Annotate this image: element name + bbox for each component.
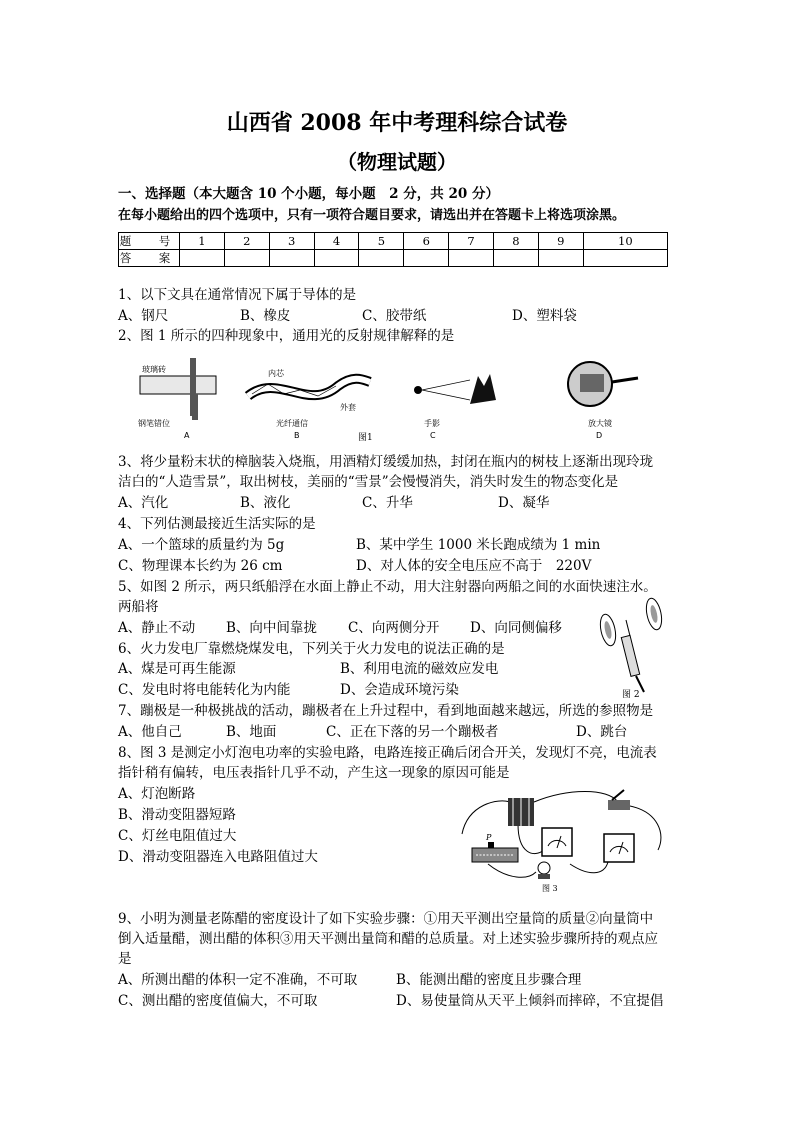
table-cell: 1 bbox=[180, 233, 225, 250]
figure-1a-glass-pen bbox=[138, 358, 216, 440]
section-instruction: 在每小题给出的四个选项中，只有一项符合题目要求，请选出并在答题卡上将选项涂黑。 bbox=[118, 208, 626, 223]
q1-option-d: D、塑料袋 bbox=[512, 308, 577, 324]
q8-line2: 指针稍有偏转，电压表指针几乎不动，产生这一现象的原因可能是 bbox=[118, 765, 510, 781]
q9-option-d: D、易使量筒从天平上倾斜而摔碎，不宜提倡 bbox=[396, 993, 664, 1009]
fig1d-bottom-label: 放大镜 bbox=[588, 419, 612, 428]
battery-icon bbox=[508, 798, 534, 826]
q9-option-a: A、所测出醋的体积一定不准确，不可取 bbox=[118, 972, 358, 988]
q9-line1: 9、小明为测量老陈醋的密度设计了如下实验步骤：①用天平测出空量筒的质量②向量筒中 bbox=[118, 911, 654, 927]
fig2-caption: 图 2 bbox=[622, 690, 640, 700]
fig1b-bottom-label: 光纤通信 bbox=[276, 419, 308, 428]
q7-option-a: A、他自己 bbox=[118, 724, 182, 740]
table-cell: 3 bbox=[269, 233, 314, 250]
page-subtitle: （物理试题） bbox=[337, 150, 457, 174]
table-cell: 8 bbox=[494, 233, 539, 250]
q8-option-b: B、滑动变阻器短路 bbox=[118, 807, 236, 823]
table-row bbox=[119, 250, 668, 267]
fig3-caption: 图 3 bbox=[542, 884, 558, 893]
q4-option-a: A、一个篮球的质量约为 5g bbox=[118, 537, 285, 553]
answer-cell[interactable] bbox=[314, 250, 359, 267]
ammeter-icon bbox=[542, 828, 572, 856]
fig1a-top-label: 玻璃砖 bbox=[142, 365, 166, 374]
q3-line2: 洁白的“人造雪景”，取出树枝，美丽的“雪景”会慢慢消失，消失时发生的物态变化是 bbox=[118, 474, 619, 490]
answer-cell[interactable] bbox=[494, 250, 539, 267]
q8-line1: 8、图 3 是测定小灯泡电功率的实验电路，电路连接正确后闭合开关，发现灯不亮，电流表 bbox=[118, 745, 657, 761]
table-row bbox=[119, 233, 668, 250]
fig1b-top-label: 内芯 bbox=[268, 369, 284, 378]
table-cell: 7 bbox=[449, 233, 494, 250]
switch-icon bbox=[608, 790, 630, 810]
fig1c-letter: C bbox=[430, 431, 436, 440]
q5-option-c: C、向两侧分开 bbox=[348, 620, 440, 636]
q2-stem: 2、图 1 所示的四种现象中，通用光的反射规律解释的是 bbox=[118, 328, 455, 344]
fig1-caption: 图1 bbox=[358, 433, 373, 443]
answer-cell[interactable] bbox=[449, 250, 494, 267]
q5-option-a: A、静止不动 bbox=[118, 620, 196, 636]
q6-stem: 6、火力发电厂靠燃烧煤发电，下列关于火力发电的说法正确的是 bbox=[118, 641, 505, 657]
fig1d-letter: D bbox=[596, 431, 603, 440]
q1-option-c: C、胶带纸 bbox=[362, 308, 427, 324]
voltmeter-icon bbox=[604, 834, 634, 862]
q5-option-b: B、向中间靠拢 bbox=[226, 620, 317, 636]
q7-option-c: C、正在下落的另一个蹦极者 bbox=[326, 724, 499, 740]
q1-option-a: A、钢尺 bbox=[118, 308, 169, 324]
rheostat-icon bbox=[472, 833, 518, 862]
q3-option-a: A、汽化 bbox=[118, 495, 169, 511]
q6-option-a: A、煤是可再生能源 bbox=[118, 661, 236, 677]
q3-option-c: C、升华 bbox=[362, 495, 413, 511]
q3-option-b: B、液化 bbox=[240, 495, 291, 511]
q4-option-c: C、物理课本长约为 26 cm bbox=[118, 558, 283, 574]
answer-cell[interactable] bbox=[180, 250, 225, 267]
q9-line2: 倒入适量醋，测出醋的体积③用天平测出量筒和醋的总质量。对上述实验步骤所持的观点应 bbox=[118, 931, 658, 947]
answer-cell[interactable] bbox=[583, 250, 667, 267]
answer-cell[interactable] bbox=[224, 250, 269, 267]
table-cell: 2 bbox=[224, 233, 269, 250]
q7-option-b: B、地面 bbox=[226, 724, 277, 740]
syringe-icon bbox=[621, 620, 644, 692]
table-cell: 4 bbox=[314, 233, 359, 250]
q7-stem: 7、蹦极是一种极挑战的活动，蹦极者在上升过程中，看到地面越来越远，所选的参照物是 bbox=[118, 703, 654, 719]
fig1a-bottom-label: 钢笔错位 bbox=[138, 419, 170, 428]
q1-option-b: B、橡皮 bbox=[240, 308, 291, 324]
q9-line3: 是 bbox=[118, 951, 132, 967]
q7-option-d: D、跳台 bbox=[576, 724, 628, 740]
q8-option-d: D、滑动变阻器连入电路阻值过大 bbox=[118, 849, 318, 865]
q9-option-b: B、能测出醋的密度且步骤合理 bbox=[396, 972, 582, 988]
q8-option-c: C、灯丝电阻值过大 bbox=[118, 828, 237, 844]
q5-line1: 5、如图 2 所示，两只纸船浮在水面上静止不动，用大注射器向两船之间的水面快速注水。 bbox=[118, 579, 657, 595]
q4-option-d: D、对人体的安全电压应不高于 220V bbox=[356, 558, 592, 574]
answer-cell[interactable] bbox=[404, 250, 449, 267]
figure-3 bbox=[458, 784, 670, 894]
answer-cell[interactable] bbox=[359, 250, 404, 267]
paper-boat-icon bbox=[644, 597, 664, 631]
q6-option-d: D、会造成环境污染 bbox=[340, 682, 459, 698]
q8-option-a: A、灯泡断路 bbox=[118, 786, 196, 802]
q6-option-b: B、利用电流的磁效应发电 bbox=[340, 661, 499, 677]
table-cell: 9 bbox=[538, 233, 583, 250]
fig1b-side-label: 外套 bbox=[340, 403, 356, 412]
q4-option-b: B、某中学生 1000 米长跑成绩为 1 min bbox=[356, 537, 601, 553]
q3-line1: 3、将少量粉末状的樟脑装入烧瓶，用酒精灯缓缓加热，封闭在瓶内的树枝上逐渐出现玲珑 bbox=[118, 454, 654, 470]
figure-1b-optical-fiber bbox=[248, 368, 370, 440]
q1-stem: 1、以下文具在通常情况下属于导体的是 bbox=[118, 287, 357, 303]
answer-cell[interactable] bbox=[538, 250, 583, 267]
figure-1c-hand-shadow bbox=[414, 374, 496, 440]
fig3-p-label: P bbox=[486, 833, 492, 842]
table-cell: 5 bbox=[359, 233, 404, 250]
q6-option-c: C、发电时将电能转化为内能 bbox=[118, 682, 291, 698]
figure-1d-magnifier bbox=[568, 362, 638, 440]
answer-table bbox=[118, 232, 668, 267]
figure-2 bbox=[596, 596, 672, 700]
fig1b-letter: B bbox=[294, 431, 300, 440]
fig1a-letter: A bbox=[184, 431, 190, 440]
table-cell: 10 bbox=[583, 233, 667, 250]
q5-line2: 两船将 bbox=[118, 599, 159, 615]
section-heading: 一、选择题（本大题含 10 个小题，每小题 2 分，共 20 分） bbox=[118, 186, 499, 202]
light-bulb-icon bbox=[538, 862, 550, 879]
table-cell: 6 bbox=[404, 233, 449, 250]
fig1c-bottom-label: 手影 bbox=[424, 419, 440, 428]
page-title: 山西省 2008 年中考理科综合试卷 bbox=[226, 110, 568, 136]
answer-cell[interactable] bbox=[269, 250, 314, 267]
q9-option-c: C、测出醋的密度值偏大，不可取 bbox=[118, 993, 318, 1009]
row-label-number: 题 号 bbox=[119, 234, 179, 248]
figure-1 bbox=[118, 352, 658, 444]
q3-option-d: D、凝华 bbox=[498, 495, 550, 511]
q4-stem: 4、下列估测最接近生活实际的是 bbox=[118, 516, 316, 532]
row-label-answer: 答 案 bbox=[119, 251, 179, 265]
paper-boat-icon bbox=[598, 613, 618, 647]
q5-option-d: D、向同侧偏移 bbox=[470, 620, 562, 636]
